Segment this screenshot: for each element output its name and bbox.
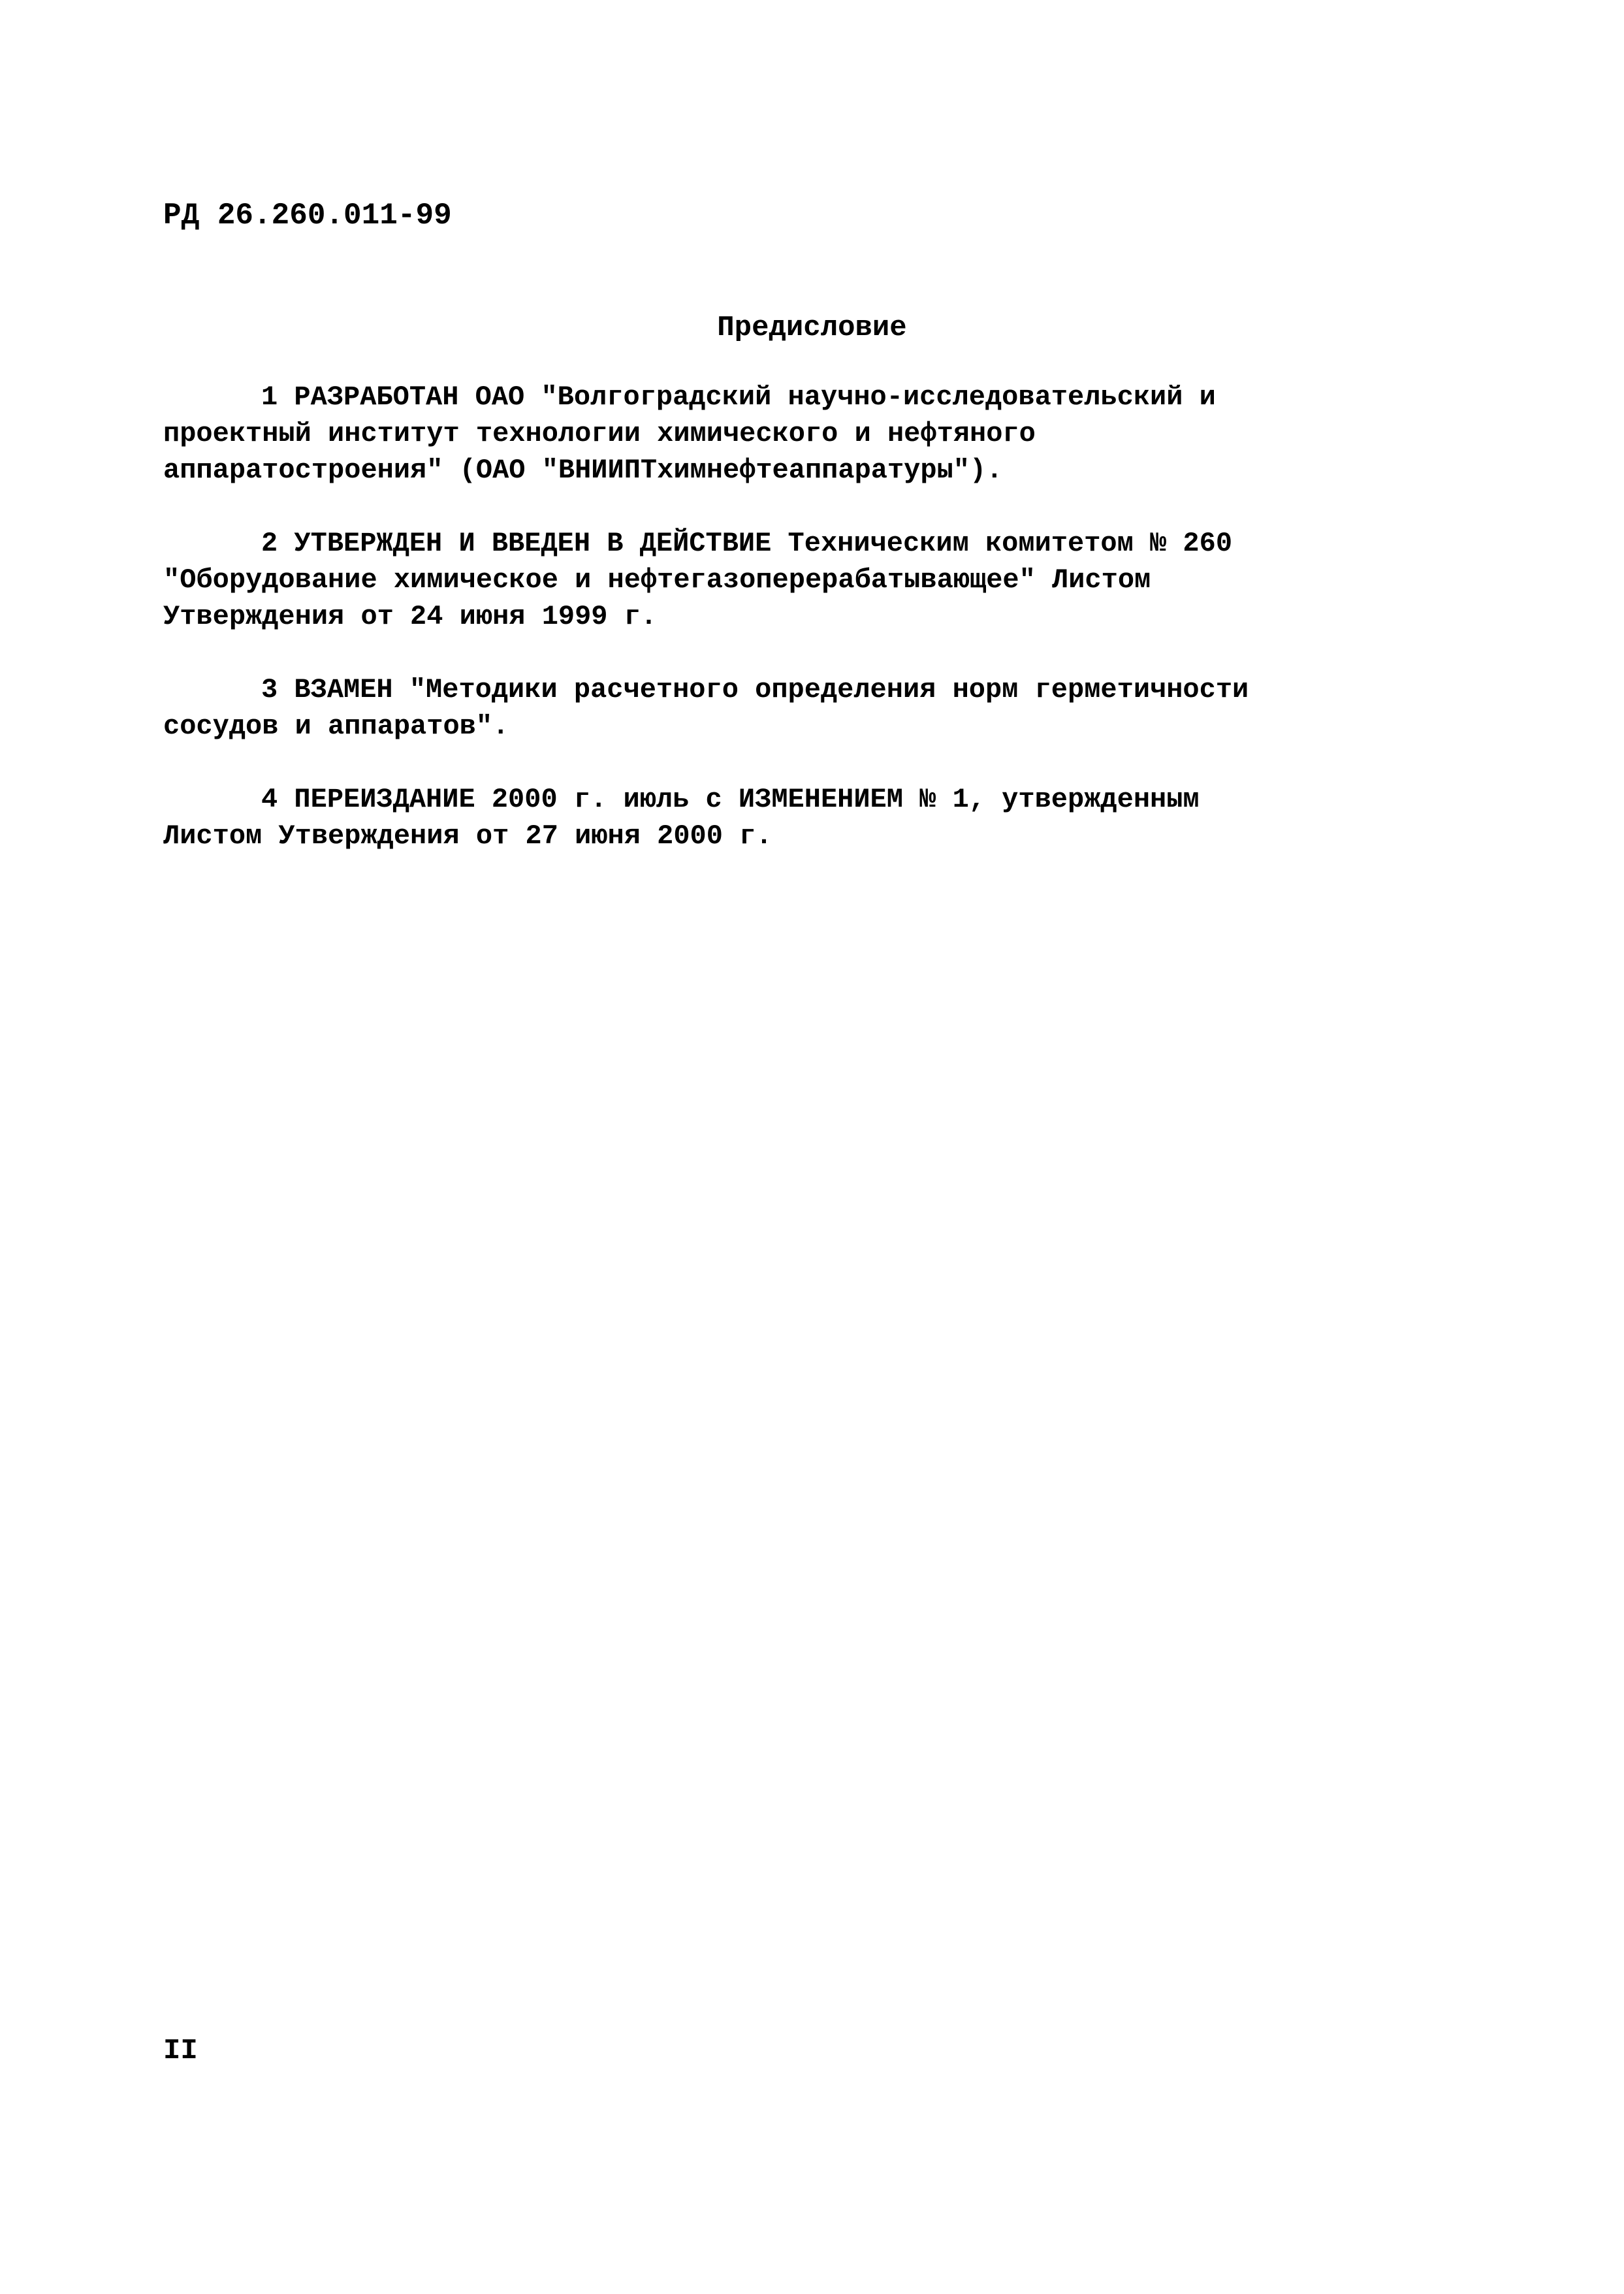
foreword-item-1: [163, 379, 1476, 489]
text-line: Листом Утверждения от 27 июня 2000 г.: [163, 820, 772, 852]
text-line: 2 УТВЕРЖДЕН И ВВЕДЕН В ДЕЙСТВИЕ Техническим комитетом № 260: [261, 528, 1233, 559]
document-code: РД 26.260.011-99: [163, 199, 452, 233]
text-line: аппаратостроения" (ОАО "ВНИИПТхимнефтеаппаратуры").: [163, 455, 1003, 486]
page-title: Предисловие: [717, 312, 907, 344]
text-line: "Оборудование химическое и нефтегазоперерабатывающее" Листом: [163, 564, 1151, 596]
text-line: проектный институт технологии химического и нефтяного: [163, 418, 1036, 449]
text-line: сосудов и аппаратов".: [163, 711, 509, 742]
text-line: 4 ПЕРЕИЗДАНИЕ 2000 г. июль с ИЗМЕНЕНИЕМ № 1, утвержденным: [261, 784, 1200, 815]
page-number: II: [163, 2035, 198, 2067]
text-line: Утверждения от 24 июня 1999 г.: [163, 601, 658, 632]
text-line: 3 ВЗАМЕН "Методики расчетного определения норм герметичности: [261, 674, 1249, 705]
text-line: 1 РАЗРАБОТАН ОАО "Волгоградский научно-исследовательский и: [261, 381, 1216, 413]
foreword-item-3: [163, 671, 1476, 745]
foreword-item-4: [163, 781, 1476, 854]
foreword-item-2: [163, 525, 1476, 635]
foreword-body: [163, 379, 1476, 891]
